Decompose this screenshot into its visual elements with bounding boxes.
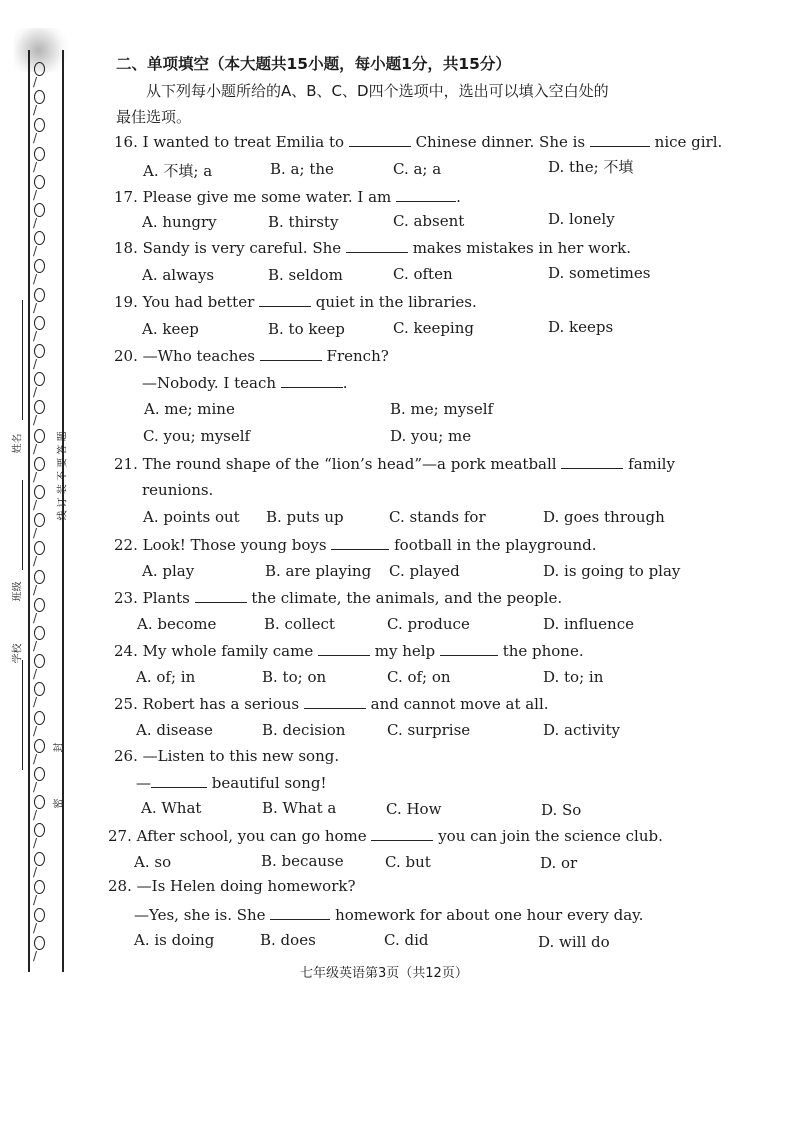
question-25 <box>114 694 549 713</box>
question-text-pre: Plants <box>142 589 195 607</box>
question-text-pre: —Yes, she is. She <box>134 906 271 924</box>
question-text-post: beautiful song! <box>207 774 327 792</box>
binding-slash: / <box>33 188 38 202</box>
answer-blank[interactable] <box>281 373 343 388</box>
binding-circle <box>34 485 45 499</box>
question-number: 22. <box>114 536 138 554</box>
binding-circle <box>34 795 45 809</box>
name-label: 姓名 <box>12 433 24 454</box>
binding-circle <box>34 457 45 471</box>
question-text-pre: Please give me some water. I am <box>142 188 397 206</box>
binding-slash: / <box>33 301 38 315</box>
answer-blank[interactable] <box>260 346 322 361</box>
binding-slash: / <box>33 611 38 625</box>
binding-slash: / <box>33 639 38 653</box>
option-a: A. play <box>142 562 195 580</box>
binding-slash: / <box>33 554 38 568</box>
binding-circle <box>34 203 45 217</box>
answer-blank[interactable] <box>259 292 311 307</box>
option-d: D. activity <box>543 721 620 739</box>
option-a: A. 不填; a <box>143 162 213 180</box>
binding-slash: / <box>33 160 38 174</box>
option-b: B. me; myself <box>390 400 494 418</box>
question-number: 19. <box>114 293 138 311</box>
section-title: 二、单项填空（本大题共15小题，每小题1分，共15分） <box>116 55 511 73</box>
binding-circle <box>34 231 45 245</box>
option-c: C. did <box>384 931 429 949</box>
binding-slash: / <box>33 752 38 766</box>
question-text-post: nice girl. <box>649 133 723 151</box>
binding-circle <box>34 118 45 132</box>
question-text-pre: —Nobody. I teach <box>142 374 281 392</box>
answer-blank[interactable] <box>318 641 370 656</box>
answer-blank[interactable] <box>346 238 408 253</box>
option-a: A. hungry <box>142 213 217 231</box>
binding-circle <box>34 400 45 414</box>
question-text-post: and cannot move at all. <box>365 695 549 713</box>
question-number: 17. <box>114 188 138 206</box>
binding-circle <box>34 316 45 330</box>
binding-circle <box>34 682 45 696</box>
question-23 <box>114 588 562 607</box>
binding-circle <box>34 90 45 104</box>
option-b: B. does <box>260 931 316 949</box>
binding-warning: 线 订 装 不 要 答 题 <box>57 431 69 521</box>
scan-speck <box>14 28 76 72</box>
binding-circle <box>34 541 45 555</box>
binding-slash: / <box>33 583 38 597</box>
option-b: B. to keep <box>268 320 345 338</box>
binding-circle <box>34 259 45 273</box>
answer-blank[interactable] <box>349 132 411 147</box>
option-b: B. What a <box>262 799 337 817</box>
question-text-post: family <box>623 455 675 473</box>
option-d: D. goes through <box>543 508 665 526</box>
binding-slash: / <box>33 131 38 145</box>
binding-slash: / <box>33 865 38 879</box>
question-number: 23. <box>114 589 138 607</box>
question-22 <box>114 535 597 554</box>
binding-circle <box>34 175 45 189</box>
option-d: D. you; me <box>390 427 472 445</box>
binding-slash: / <box>33 921 38 935</box>
binding-line-left <box>28 50 30 972</box>
option-b: B. puts up <box>266 508 344 526</box>
option-b: B. a; the <box>270 160 334 178</box>
question-text-pre: Robert has a serious <box>142 695 304 713</box>
option-c: C. keeping <box>393 319 474 337</box>
question-20-line-2 <box>142 373 348 392</box>
question-text-pre: You had better <box>142 293 260 311</box>
option-c: C. How <box>386 800 442 818</box>
question-16 <box>114 132 722 151</box>
binding-circle <box>34 288 45 302</box>
question-text-post: homework for about one hour every day. <box>330 906 644 924</box>
option-a: A. What <box>141 799 202 817</box>
question-21-line-2: reunions. <box>142 481 214 499</box>
binding-circle <box>34 936 45 950</box>
option-d: D. keeps <box>548 318 614 336</box>
binding-slash: / <box>33 724 38 738</box>
question-number: 18. <box>114 239 138 257</box>
binding-circle <box>34 598 45 612</box>
binding-slash: / <box>33 216 38 230</box>
binding-circle <box>34 711 45 725</box>
question-19 <box>114 292 477 311</box>
option-a: A. is doing <box>134 931 215 949</box>
school-label: 学校 <box>12 643 24 664</box>
option-b: B. are playing <box>265 562 372 580</box>
option-c: C. often <box>393 265 453 283</box>
question-text-post: the phone. <box>497 642 584 660</box>
binding-circle <box>34 62 45 76</box>
binding-circle <box>34 739 45 753</box>
binding-slash: / <box>33 695 38 709</box>
answer-blank[interactable] <box>371 826 433 841</box>
option-d: D. is going to play <box>543 562 681 580</box>
binding-circle <box>34 626 45 640</box>
question-text-pre: After school, you can go home <box>136 827 372 845</box>
option-d: D. sometimes <box>548 264 651 282</box>
binding-circle <box>34 767 45 781</box>
binding-slash: / <box>33 385 38 399</box>
question-number: 24. <box>114 642 138 660</box>
question-text-pre: —Who teaches <box>142 347 260 365</box>
answer-blank[interactable] <box>396 187 456 202</box>
answer-blank[interactable] <box>270 905 330 920</box>
question-text-post: . <box>456 188 461 206</box>
option-b: B. to; on <box>262 668 327 686</box>
binding-slash: / <box>33 526 38 540</box>
binding-slash: / <box>33 808 38 822</box>
binding-circle <box>34 823 45 837</box>
binding-circle <box>34 513 45 527</box>
question-27 <box>108 826 663 845</box>
option-b: B. collect <box>264 615 335 633</box>
question-21 <box>114 454 675 473</box>
option-c: C. produce <box>387 615 470 633</box>
binding-slash: / <box>33 667 38 681</box>
binding-slash: / <box>33 272 38 286</box>
answer-blank[interactable] <box>304 694 366 709</box>
option-a: A. always <box>142 266 215 284</box>
binding-circle <box>34 429 45 443</box>
question-number: 27. <box>108 827 132 845</box>
name-line <box>22 300 23 420</box>
binding-slash: / <box>33 498 38 512</box>
class-label: 班级 <box>12 581 24 602</box>
question-24 <box>114 641 584 660</box>
question-text-pre: My whole family came <box>142 642 318 660</box>
option-b: B. because <box>261 852 344 870</box>
answer-blank[interactable] <box>151 773 207 788</box>
question-text: —Listen to this new song. <box>142 747 340 765</box>
binding-circle <box>34 344 45 358</box>
question-28-line-2 <box>134 905 643 924</box>
option-d: D. or <box>540 854 578 872</box>
question-text: —Is Helen doing homework? <box>136 877 356 895</box>
school-line <box>22 660 23 770</box>
binding-slash: / <box>33 442 38 456</box>
binding-circle <box>34 852 45 866</box>
question-text-pre: Sandy is very careful. She <box>142 239 346 257</box>
binding-slash: / <box>33 949 38 963</box>
question-26-line-2 <box>136 773 326 792</box>
question-text-post: the climate, the animals, and the people. <box>246 589 563 607</box>
option-a: A. points out <box>143 508 240 526</box>
answer-blank[interactable] <box>331 535 389 550</box>
class-line <box>22 480 23 570</box>
question-20 <box>114 346 389 365</box>
binding-circle <box>34 147 45 161</box>
question-18 <box>114 238 631 257</box>
question-28 <box>108 877 356 895</box>
question-17 <box>114 187 461 206</box>
binding-circle <box>34 654 45 668</box>
question-number: 25. <box>114 695 138 713</box>
option-a: A. keep <box>142 320 199 338</box>
binding-slash: / <box>33 413 38 427</box>
question-number: 16. <box>114 133 138 151</box>
question-text-post: . <box>342 374 348 392</box>
question-text-pre: The round shape of the “lion’s head”—a pork meatball <box>142 455 562 473</box>
option-d: D. to; in <box>543 668 604 686</box>
question-text-post: French? <box>321 347 389 365</box>
option-c: C. of; on <box>387 668 451 686</box>
question-text-pre: Look! Those young boys <box>142 536 332 554</box>
instruction-line-2: 最佳选项。 <box>116 108 192 126</box>
answer-blank[interactable] <box>561 454 623 469</box>
option-c: C. stands for <box>389 508 486 526</box>
option-b: B. thirsty <box>268 213 339 231</box>
binding-circle <box>34 908 45 922</box>
option-d: D. So <box>541 801 582 819</box>
option-d: D. lonely <box>548 210 615 228</box>
answer-blank[interactable] <box>195 588 247 603</box>
page-footer: 七年级英语第3页（共12页） <box>300 966 468 981</box>
binding-slash: / <box>33 893 38 907</box>
binding-circle <box>34 880 45 894</box>
binding-slash: / <box>33 780 38 794</box>
binding-slash: / <box>33 244 38 258</box>
option-d: D. will do <box>538 933 610 951</box>
option-c: C. you; myself <box>143 427 251 445</box>
option-c: C. but <box>385 853 431 871</box>
question-number: 28. <box>108 877 132 895</box>
option-c: C. surprise <box>387 721 471 739</box>
question-number: 21. <box>114 455 138 473</box>
option-b: B. seldom <box>268 266 343 284</box>
seal-word-2: 密 <box>53 798 65 809</box>
question-text-post: football in the playground. <box>389 536 597 554</box>
question-26 <box>114 747 339 765</box>
option-a: A. me; mine <box>144 400 235 418</box>
binding-slash: / <box>33 470 38 484</box>
question-text-post: makes mistakes in her work. <box>407 239 632 257</box>
binding-slash: / <box>33 836 38 850</box>
answer-blank[interactable] <box>590 132 650 147</box>
instruction-line-1: 从下列每小题所给的A、B、C、D四个选项中，选出可以填入空白处的 <box>146 82 609 100</box>
question-number: 20. <box>114 347 138 365</box>
question-text-post: quiet in the libraries. <box>311 293 477 311</box>
option-d: D. influence <box>543 615 634 633</box>
option-b: B. decision <box>262 721 346 739</box>
binding-circle <box>34 372 45 386</box>
option-a: A. disease <box>136 721 213 739</box>
option-d: D. the; 不填 <box>548 158 634 176</box>
option-c: C. a; a <box>393 160 442 178</box>
option-a: A. so <box>134 853 172 871</box>
question-text-pre: I wanted to treat Emilia to <box>142 133 349 151</box>
binding-slash: / <box>33 329 38 343</box>
option-c: C. absent <box>393 212 465 230</box>
question-text-mid: my help <box>369 642 440 660</box>
question-number: 26. <box>114 747 138 765</box>
binding-circle <box>34 570 45 584</box>
question-text-post: you can join the science club. <box>433 827 663 845</box>
option-c: C. played <box>389 562 460 580</box>
seal-word-1: 封 <box>53 742 65 753</box>
option-a: A. become <box>137 615 217 633</box>
question-text-pre: — <box>136 774 151 792</box>
binding-slash: / <box>33 75 38 89</box>
question-text-mid: Chinese dinner. She is <box>410 133 590 151</box>
binding-slash: / <box>33 357 38 371</box>
binding-slash: / <box>33 103 38 117</box>
answer-blank[interactable] <box>440 641 498 656</box>
option-a: A. of; in <box>136 668 196 686</box>
